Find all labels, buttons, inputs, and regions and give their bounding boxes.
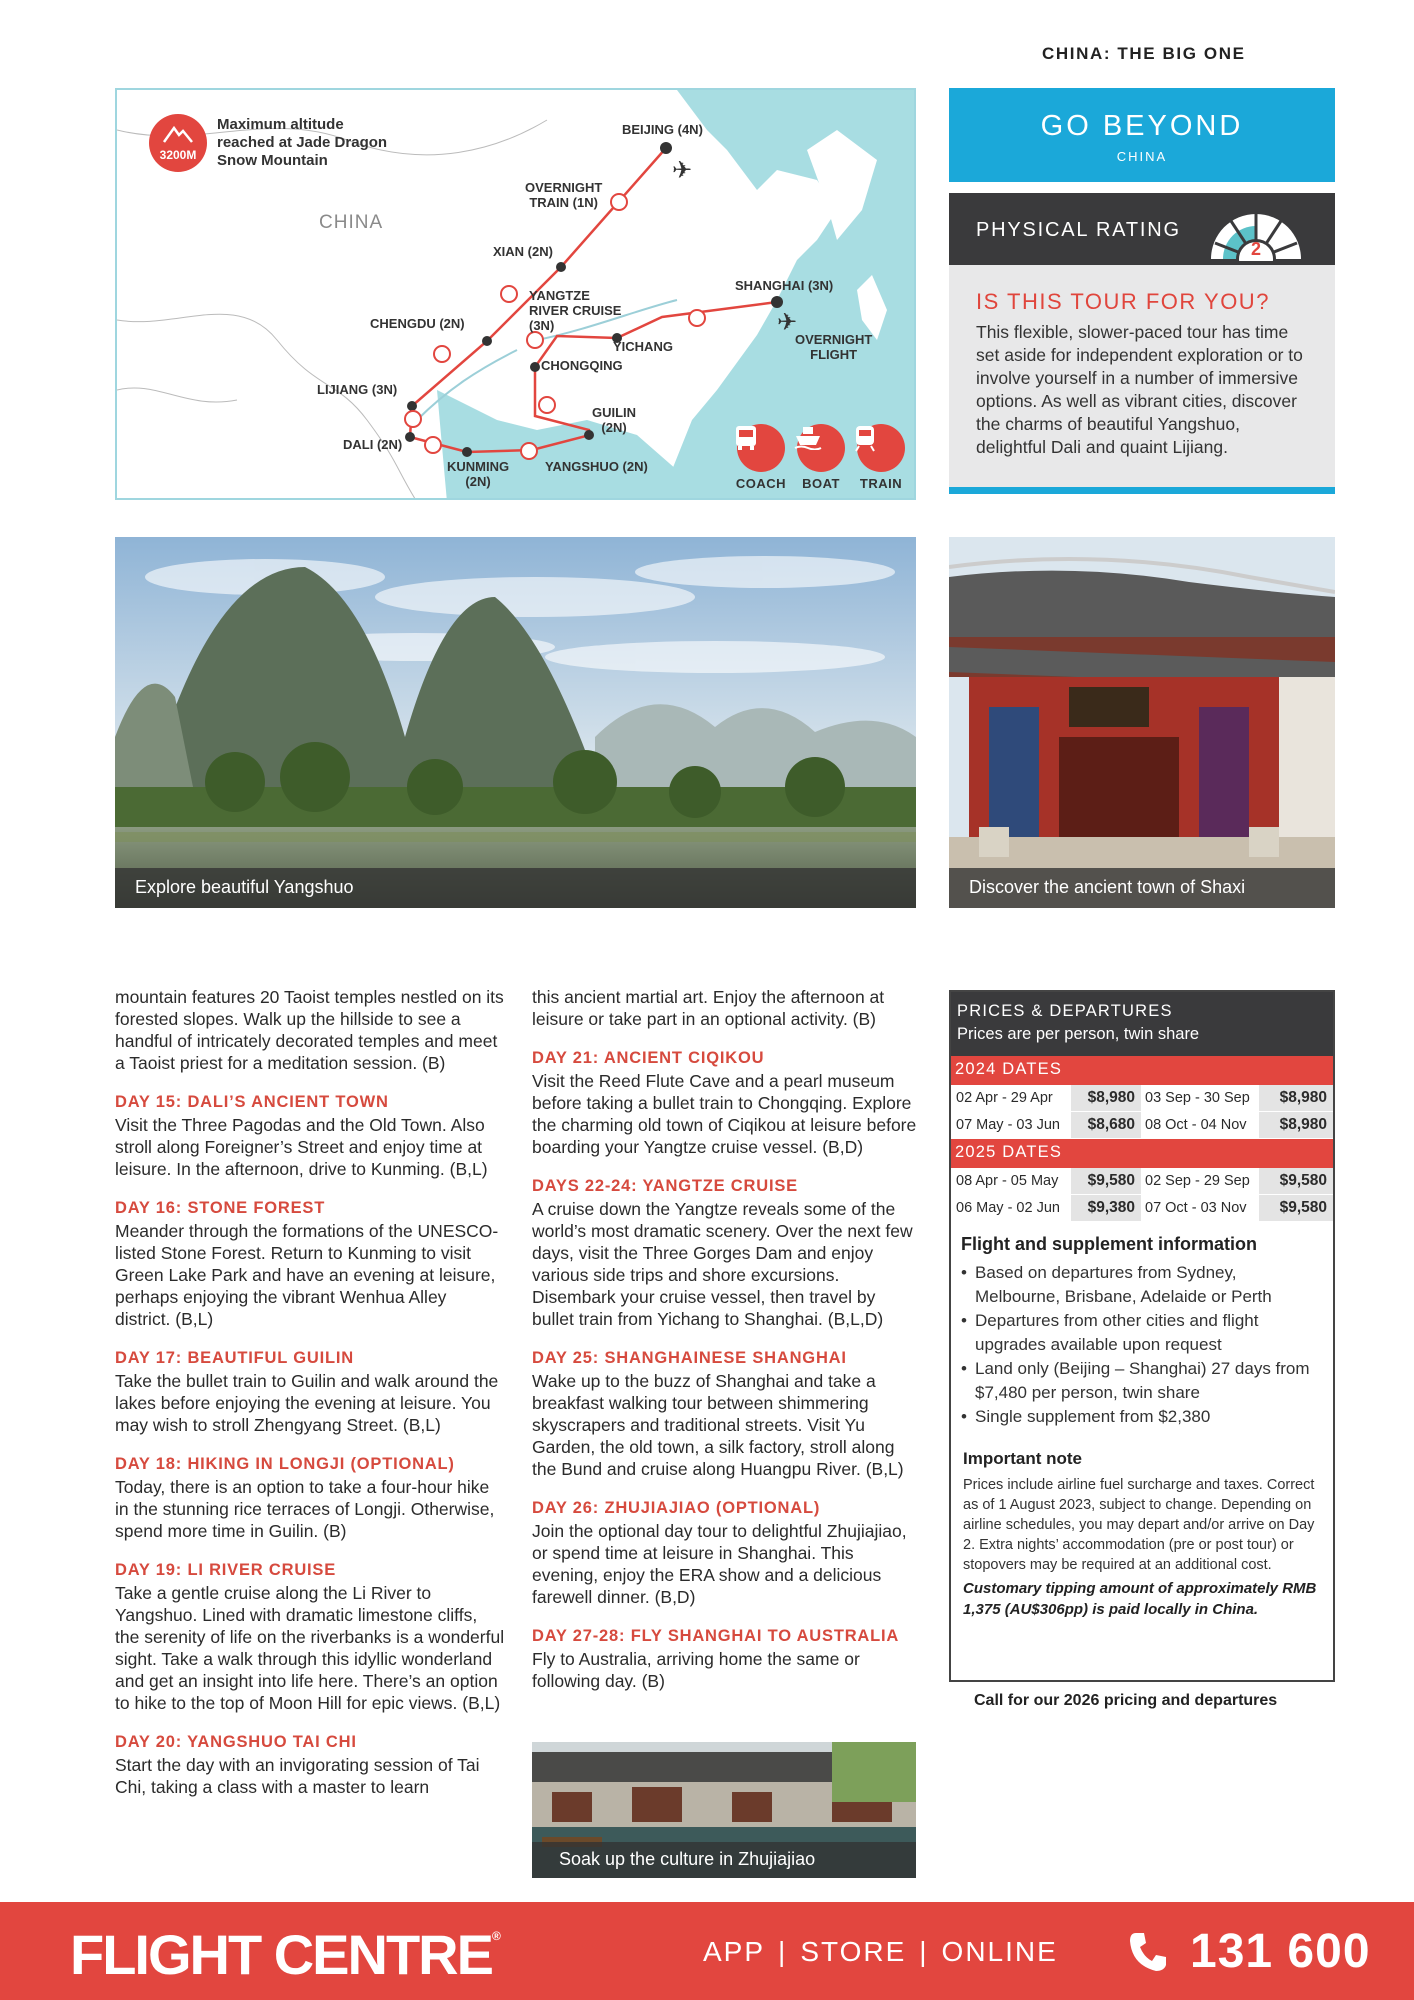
itinerary-day [115, 1559, 505, 1714]
svg-text:✈: ✈ [777, 309, 798, 336]
photo-yangshuo [115, 537, 916, 908]
flight-centre-logo[interactable] [70, 1922, 501, 1987]
city-label-yichang: YICHANG [613, 339, 673, 354]
label-overnight-flight [795, 332, 872, 362]
coach-icon [733, 424, 759, 452]
label-line: TRAIN (1N) [529, 195, 598, 210]
list-item: • Land only (Beijing – Shanghai) 27 days from $7,480 per person, twin share [961, 1357, 1323, 1405]
price-row [951, 1085, 1333, 1112]
legend-coach [733, 424, 789, 491]
year-header-2024: 2024 DATES [951, 1056, 1333, 1085]
city-label-kunming [447, 459, 509, 489]
tour-for-you-panel [949, 265, 1335, 494]
registered-mark: ® [491, 1929, 501, 1943]
city-label-yangtze [529, 288, 621, 333]
landscape-image [115, 537, 916, 908]
photo-shaxi [949, 537, 1335, 908]
day-text: Visit the Reed Flute Cave and a pearl museum before taking a bullet train to Chongqing. Explore the charming old town of Ciqikou at leisure before boarding your Yangtze cruise vessel. (B,D) [532, 1071, 917, 1157]
day-text: Join the optional day tour to delightful Zhujiajiao, or spend time at leisure in Shanghai. This evening, enjoy the ERA show and a delicious farewell dinner. (B,D) [532, 1521, 907, 1607]
physical-rating-bar [949, 193, 1335, 265]
date-range: 02 Apr - 29 Apr [956, 1090, 1053, 1106]
date-range: 06 May - 02 Jun [956, 1200, 1060, 1216]
label-line: (3N) [529, 318, 555, 333]
itinerary-column-2 [532, 986, 918, 1709]
itinerary-day [115, 1347, 505, 1436]
prices-heading: PRICES & DEPARTURES [957, 1002, 1173, 1020]
day-text: Start the day with an invigorating session of Tai Chi, taking a class with a master to learn [115, 1755, 480, 1797]
list-item: • Single supplement from $2,380 [961, 1405, 1323, 1429]
important-note [951, 1429, 1333, 1620]
go-beyond-subtitle: CHINA [1116, 149, 1168, 164]
label-line: GUILIN [592, 405, 637, 420]
price-row [951, 1195, 1333, 1222]
phone-number: 131 600 [1190, 1925, 1371, 1978]
date-range: 02 Sep - 29 Sep [1145, 1173, 1250, 1189]
day-title: DAYS 22-24: YANGTZE CRUISE [532, 1177, 798, 1195]
itinerary-intro: mountain features 20 Taoist temples nestled on its forested slopes. Walk up the hillside to see a handful of intricately decorated temples and meet a Taoist priest for a meditation session. (B) [115, 987, 504, 1073]
label-line: (2N) [601, 420, 627, 435]
label-line: FLIGHT [810, 347, 858, 362]
label-line: KUNMING [447, 459, 510, 474]
photo-zhujiajiao [532, 1742, 916, 1878]
itinerary-day [532, 1175, 918, 1330]
phone-icon [1128, 1931, 1168, 1973]
footer-bar [0, 1902, 1414, 2000]
itinerary-day [115, 1197, 505, 1330]
label-line: OVERNIGHT [525, 180, 603, 195]
note-text: Prices include airline fuel surcharge and taxes. Correct as of 1 August 2023, subject to change. Depending on airline schedules, you may depart and/or arrive on Day 2. Extra nights’ accommodation (pre or post tour) or stopovers may be required at an additional cost. [963, 1477, 1315, 1573]
price: $8,980 [1259, 1112, 1333, 1138]
price: $8,980 [1259, 1085, 1333, 1111]
day-title: DAY 21: ANCIENT CIQIKOU [532, 1049, 765, 1067]
prices-subheading: Prices are per person, twin share [957, 1025, 1200, 1043]
itinerary-day [532, 1347, 918, 1480]
rating-value: 2 [1250, 239, 1262, 259]
itinerary-column-1 [115, 986, 505, 1815]
itinerary-day [115, 1091, 505, 1180]
year-header-2025: 2025 DATES [951, 1139, 1333, 1168]
day-title: DAY 15: DALI’S ANCIENT TOWN [115, 1093, 389, 1111]
prices-panel [949, 990, 1335, 1682]
note-heading: Important note [963, 1449, 1082, 1468]
day-title: DAY 20: YANGSHUO TAI CHI [115, 1733, 357, 1751]
svg-text:✈: ✈ [672, 157, 693, 184]
price: $8,680 [1071, 1112, 1141, 1138]
itinerary-day [532, 1047, 918, 1158]
day-text: Today, there is an option to take a four-hour hike in the stunning rice terraces of Longji. Otherwise, spend more time in Guilin. (B) [115, 1477, 495, 1541]
city-label-xian: XIAN (2N) [493, 244, 553, 259]
physical-rating-label: PHYSICAL RATING [976, 219, 1181, 241]
flight-list [961, 1261, 1323, 1429]
brand-name: FLIGHT CENTRE [70, 1923, 492, 1986]
day-title: DAY 17: BEAUTIFUL GUILIN [115, 1349, 354, 1367]
day-title: DAY 25: SHANGHAINESE SHANGHAI [532, 1349, 847, 1367]
day-text: Take a gentle cruise along the Li River to Yangshuo. Lined with dramatic limestone cliffs, the serenity of life on the riverbanks is a wonderful sight. Take a walk through this idyllic wonderland and get an insight into life here. There’s an option to hike to the top of Moon Hill for epic views. (B,L) [115, 1583, 505, 1713]
label-line: OVERNIGHT [795, 332, 873, 347]
date-range: 08 Apr - 05 May [956, 1173, 1059, 1189]
price: $9,580 [1071, 1168, 1141, 1194]
altitude-line: Maximum altitude [217, 116, 344, 133]
day-title: DAY 19: LI RIVER CRUISE [115, 1561, 337, 1579]
call-for-pricing: Call for our 2026 pricing and departures [974, 1692, 1278, 1709]
altitude-text [217, 116, 387, 170]
altitude-line: Snow Mountain [217, 152, 328, 169]
altitude-badge [149, 114, 207, 172]
altitude-line: reached at Jade Dragon [217, 134, 388, 151]
mountain-icon [162, 124, 194, 144]
tour-for-you-heading: IS THIS TOUR FOR YOU? [976, 289, 1270, 314]
legend-label: COACH [735, 476, 787, 491]
photo-caption: Soak up the culture in Zhujiajiao [532, 1842, 916, 1878]
city-label-chongqing: CHONGQING [541, 358, 623, 373]
tour-for-you-text: This flexible, slower-paced tour has time set aside for independent exploration or to involve yourself in a number of immersive options. As well as vibrant cities, discover the charms of beautiful Yangshuo, delightful Dali and quaint Lijiang. [976, 322, 1303, 457]
temple-image [949, 537, 1335, 908]
city-label-dali: DALI (2N) [343, 437, 403, 452]
itinerary-day [115, 1731, 505, 1798]
flight-heading: Flight and supplement information [961, 1234, 1257, 1254]
day-text: Meander through the formations of the UNESCO-listed Stone Forest. Return to Kunming to visit Green Lake Park and have an evening at leisure, perhaps enjoying the vibrant Wenhua Alley district. (B,L) [115, 1221, 499, 1329]
flight-supplement-section [951, 1222, 1333, 1429]
date-range: 08 Oct - 04 Nov [1145, 1117, 1247, 1133]
date-range: 03 Sep - 30 Sep [1145, 1090, 1250, 1106]
city-label-beijing: BEIJING (4N) [622, 122, 703, 137]
legend-train [853, 424, 909, 491]
itinerary-day [532, 1497, 918, 1608]
channel-app[interactable]: APP [703, 1936, 766, 1967]
photo-caption: Explore beautiful Yangshuo [115, 868, 916, 908]
day-text: Fly to Australia, arriving home the same or following day. (B) [532, 1649, 860, 1691]
tipping-note: Customary tipping amount of approximately RMB 1,375 (AU$306pp) is paid locally in China. [963, 1580, 1317, 1618]
rating-gauge-icon [1201, 201, 1311, 261]
city-label-lijiang: LIJIANG (3N) [317, 382, 398, 397]
phone-contact[interactable] [1128, 1924, 1371, 1979]
label-line: (2N) [465, 474, 491, 489]
altitude-value: 3200M [159, 148, 197, 162]
label-line: YANGTZE [529, 288, 590, 303]
channel-links [703, 1936, 1058, 1968]
day-text: Take the bullet train to Guilin and walk around the lakes before enjoying the evening at leisure. You may wish to stroll Zhengyang Street. (B,L) [115, 1371, 499, 1435]
city-label-yangshuo: YANGSHUO (2N) [545, 459, 648, 474]
label-line: RIVER CRUISE [529, 303, 622, 318]
itinerary-intro: this ancient martial art. Enjoy the afternoon at leisure or take part in an optional activity. (B) [532, 987, 885, 1029]
channel-store[interactable]: STORE [800, 1936, 907, 1967]
itinerary-day [532, 1625, 918, 1692]
price: $9,580 [1259, 1168, 1333, 1194]
list-item: • Based on departures from Sydney, Melbourne, Brisbane, Adelaide or Perth [961, 1261, 1323, 1309]
day-title: DAY 27-28: FLY SHANGHAI TO AUSTRALIA [532, 1627, 900, 1645]
legend-label: BOAT [802, 476, 840, 491]
date-range: 07 Oct - 03 Nov [1145, 1200, 1247, 1216]
separator: | [919, 1936, 929, 1967]
day-text: Wake up to the buzz of Shanghai and take a breakfast walking tour between shimmering skyscrapers and traditional streets. Visit Yu Garden, the old town, a silk factory, stroll along the Bund and cruise along Huangpu River. (B,L) [532, 1371, 904, 1479]
legend-boat [793, 424, 849, 491]
date-range: 07 May - 03 Jun [956, 1117, 1060, 1133]
go-beyond-title: GO BEYOND [1040, 110, 1244, 142]
price: $9,580 [1259, 1195, 1333, 1221]
day-title: DAY 18: HIKING IN LONGJI (OPTIONAL) [115, 1455, 455, 1473]
photo-caption: Discover the ancient town of Shaxi [949, 868, 1335, 908]
list-item: • Departures from other cities and flight upgrades available upon request [961, 1309, 1323, 1357]
price: $8,980 [1071, 1085, 1141, 1111]
prices-header [951, 992, 1333, 1056]
route-map [115, 88, 916, 500]
page-header: CHINA: THE BIG ONE [1042, 44, 1246, 63]
city-label-chengdu: CHENGDU (2N) [370, 316, 465, 331]
country-label: CHINA [319, 212, 384, 233]
city-label-guilin [592, 405, 636, 435]
city-label-overnight-train [525, 180, 602, 210]
train-icon [853, 424, 877, 452]
day-text: A cruise down the Yangtze reveals some of the world’s most dramatic scenery. Over the next few days, visit the Three Gorges Dam and enjoy various side trips and shore excursions. Disembark your cruise vessel, then travel by bullet train from Yichang to Shanghai. (B,L,D) [532, 1199, 913, 1329]
channel-online[interactable]: ONLINE [941, 1936, 1058, 1967]
go-beyond-banner [949, 88, 1335, 182]
boat-icon [793, 424, 823, 450]
price-row [951, 1168, 1333, 1195]
day-title: DAY 26: ZHUJIAJIAO (OPTIONAL) [532, 1499, 821, 1517]
day-title: DAY 16: STONE FOREST [115, 1199, 326, 1217]
day-text: Visit the Three Pagodas and the Old Town. Also stroll along Foreigner’s Street and enjoy time at leisure. In the afternoon, drive to Kunming. (B,L) [115, 1115, 488, 1179]
price-row [951, 1112, 1333, 1139]
itinerary-day [115, 1453, 505, 1542]
city-label-shanghai: SHANGHAI (3N) [735, 278, 834, 293]
separator: | [778, 1936, 788, 1967]
legend-label: TRAIN [859, 476, 903, 491]
price: $9,380 [1071, 1195, 1141, 1221]
